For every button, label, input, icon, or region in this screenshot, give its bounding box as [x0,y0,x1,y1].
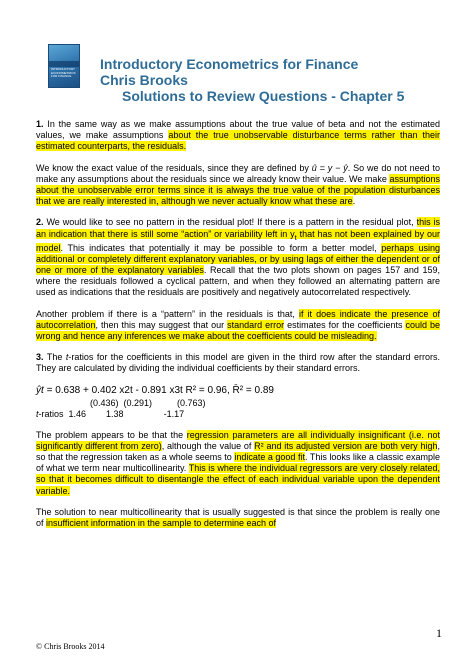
t-ratios-row: t-ratios 1.46 1.38 -1.17 [36,408,185,419]
question-number: 1. [36,119,44,129]
paragraph-4: Another problem if there is a “pattern” in the residuals is that, if it does indicate the presence of autocorrelation, then this may suggest that our standard error estimates for the coefficients could be wrong and hence any inferences we make about the coefficients could be misleading. [36,308,441,342]
document-body [36,119,440,539]
residual-formula: û = y − ŷ [311,162,348,173]
paragraph-5: 3. The t-ratios for the coefficients in this model are given in the third row after the standard errors. They are calculated by dividing the individual coefficients by their standard errors. [36,352,440,374]
highlight: R² and its adjusted version are both very high [254,440,438,451]
chapter-subtitle: Solutions to Review Questions - Chapter 5 [122,88,405,104]
equation-line: ŷt = 0.638 + 0.402 x2t - 0.891 x3t R² = 0.96, R̄² = 0.89 [36,384,274,396]
page-number: 1 [436,626,442,640]
highlight: could be wrong and hence any inferences we make about the coefficients could be misleading. [36,319,441,342]
book-title: Introductory Econometrics for Finance [100,56,359,72]
highlight: regression parameters are all individually insignificant (i.e. not significantly different from zero) [36,429,440,451]
highlight: indicate a good fit [234,452,305,463]
highlight: assumptions about the unobservable error terms since it is always the true value of the population disturbances that we are really interested in, although we never actually know what these are [36,173,440,207]
highlight: if it does indicate the presence of autocorrelation [36,308,440,330]
book-cover-image [48,44,80,88]
paragraph-2: We know the exact value of the residuals, since they are defined by û = y − ŷ. So we do not need to make any assumptions about the residuals since we already know their value. We make assumptions about the unobservable error terms since it is always the true value of the population disturbances that we are really interested in, although we never actually know what these are. [36,162,440,207]
author-name: Chris Brooks [100,72,188,88]
question-number: 3. [36,352,44,363]
highlight: about the true unobservable disturbance terms rather than their estimated counterparts, the residuals. [36,130,440,152]
highlight: This is where the individual regressors are very closely related, so that it becomes difficult to disentangle the effect of each individual variable upon the dependent variable. [36,463,441,496]
question-number: 2. [36,217,44,228]
paragraph-6: The problem appears to be that the regression parameters are all individually insignificant (i.e. not significantly different from zero), although the value of R² and its adjusted version are both very high, so that the regression taken as a whole seems to indicate a good fit. This looks like a classic example of what we term near multicollinearity. This is where the individual regressors are very closely related, so that it becomes difficult to disentangle the effect of each individual variable upon the dependent variable. [36,429,441,496]
copyright-footer: © Chris Brooks 2014 [36,642,105,651]
highlight: standard error [227,319,285,330]
paragraph-7: The solution to near multicollinearity that is usually suggested is that since the problem is really one of insufficient information in the sample to determine each of [36,506,440,529]
highlight: this is an indication that there is still some “action” or variability left in $y_t$ that has not been explained by our model [36,217,441,253]
paragraph-3: 2. We would like to see no pattern in the residual plot! If there is a pattern in the residual plot, this is an indication that there is still some “action” or variability left in $y_t$ that has not been explained by our model. This indicates that potentially it may be possible to form a better model, perhaps using additional or completely different explanatory variables, or by using lags of either the dependent or of one or more of the explanatory variables. Recall that the two plots shown on pages 157 and 159, where the residuals followed a cyclical pattern, and when they followed an alternating pattern are used as indications that the residuals are positively and negatively autocorrelated respectively. [36,217,441,298]
cover-text: INTRODUCTORY ECONOMETRICS FOR FINANCE [51,67,76,78]
standard-errors-row: (0.436) (0.291) (0.763) [90,397,206,408]
paragraph-1: 1. In the same way as we make assumptions about the true value of beta and not the estimated values, we make assumptions about the true unobservable disturbance terms rather than their estimated counterparts, the residuals. [36,119,440,152]
highlight: perhaps using additional or completely different explanatory variables, or by using lags of either the dependent or of one or more of the explanatory variables [36,242,441,276]
regression-equation [36,385,440,420]
document-header [100,56,404,104]
highlight: insufficient information in the sample to determine each of [46,518,276,529]
